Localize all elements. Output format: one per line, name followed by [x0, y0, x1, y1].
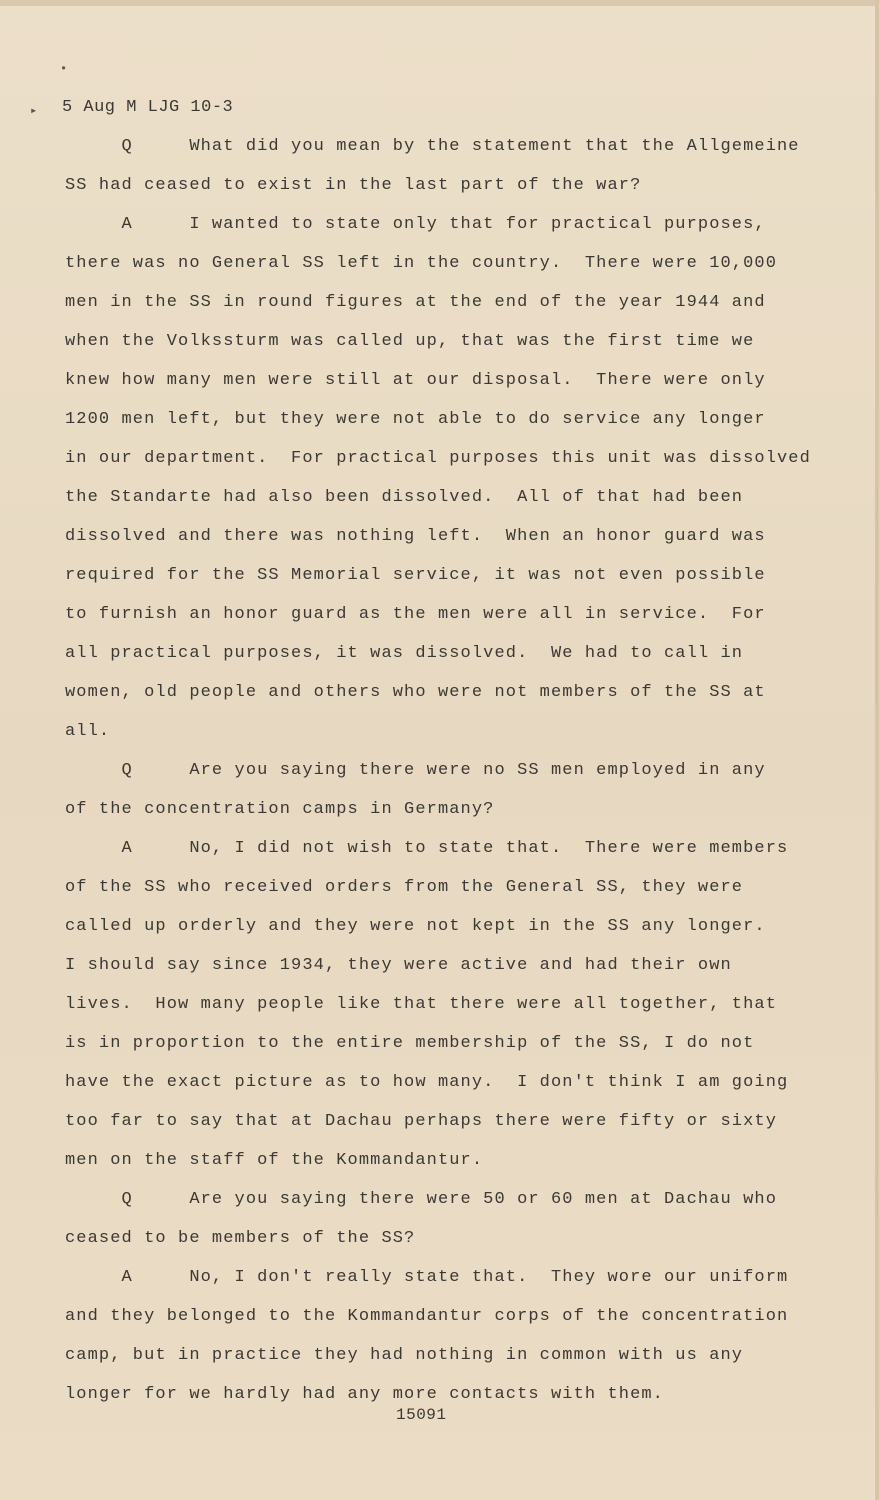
text-line: all practical purposes, it was dissolved. We had to call in	[65, 644, 744, 663]
text-line: men in the SS in round figures at the end of the year 1944 and	[65, 293, 766, 312]
text-line: Q What did you mean by the statement that the Allgemeine	[65, 137, 800, 156]
text-line: to furnish an honor guard as the men were all in service. For	[65, 605, 766, 624]
text-line: of the concentration camps in Germany?	[65, 800, 495, 819]
text-line: I should say since 1934, they were active and had their own	[65, 956, 732, 975]
text-line: SS had ceased to exist in the last part of the war?	[65, 176, 642, 195]
text-line: when the Volkssturm was called up, that was the first time we	[65, 332, 755, 351]
page-edge-top	[0, 0, 879, 6]
text-line: there was no General SS left in the country. There were 10,000	[65, 254, 778, 273]
document-header: 5 Aug M LJG 10-3	[62, 98, 234, 117]
text-line: lives. How many people like that there were all together, that	[65, 995, 778, 1014]
text-line: of the SS who received orders from the General SS, they were	[65, 878, 744, 897]
text-line: A No, I did not wish to state that. There were members	[65, 839, 789, 858]
text-line: A No, I don't really state that. They wore our uniform	[65, 1268, 789, 1287]
text-line: Q Are you saying there were 50 or 60 men at Dachau who	[65, 1190, 778, 1209]
text-line: 1200 men left, but they were not able to do service any longer	[65, 410, 766, 429]
text-line: all.	[65, 722, 111, 741]
text-line: A I wanted to state only that for practical purposes,	[65, 215, 766, 234]
text-line: Q Are you saying there were no SS men employed in any	[65, 761, 766, 780]
text-line: and they belonged to the Kommandantur corps of the concentration	[65, 1307, 789, 1326]
text-line: dissolved and there was nothing left. When an honor guard was	[65, 527, 766, 546]
text-line: camp, but in practice they had nothing in common with us any	[65, 1346, 744, 1365]
text-line: ceased to be members of the SS?	[65, 1229, 416, 1248]
text-line: longer for we hardly had any more contacts with them.	[65, 1385, 664, 1404]
text-line: in our department. For practical purposes this unit was dissolved	[65, 449, 811, 468]
text-line: called up orderly and they were not kept in the SS any longer.	[65, 917, 766, 936]
margin-dot: ▸	[30, 104, 38, 118]
text-line: have the exact picture as to how many. I don't think I am going	[65, 1073, 789, 1092]
text-line: required for the SS Memorial service, it was not even possible	[65, 566, 766, 585]
text-line: knew how many men were still at our disposal. There were only	[65, 371, 766, 390]
page-number: 15091	[396, 1406, 447, 1424]
text-line: the Standarte had also been dissolved. All of that had been	[65, 488, 744, 507]
document-body	[65, 127, 835, 1414]
text-line: women, old people and others who were not members of the SS at	[65, 683, 766, 702]
margin-dot: •	[60, 62, 68, 76]
text-line: men on the staff of the Kommandantur.	[65, 1151, 484, 1170]
page-edge-right	[875, 0, 879, 1500]
text-line: is in proportion to the entire membership of the SS, I do not	[65, 1034, 755, 1053]
text-line: too far to say that at Dachau perhaps there were fifty or sixty	[65, 1112, 778, 1131]
